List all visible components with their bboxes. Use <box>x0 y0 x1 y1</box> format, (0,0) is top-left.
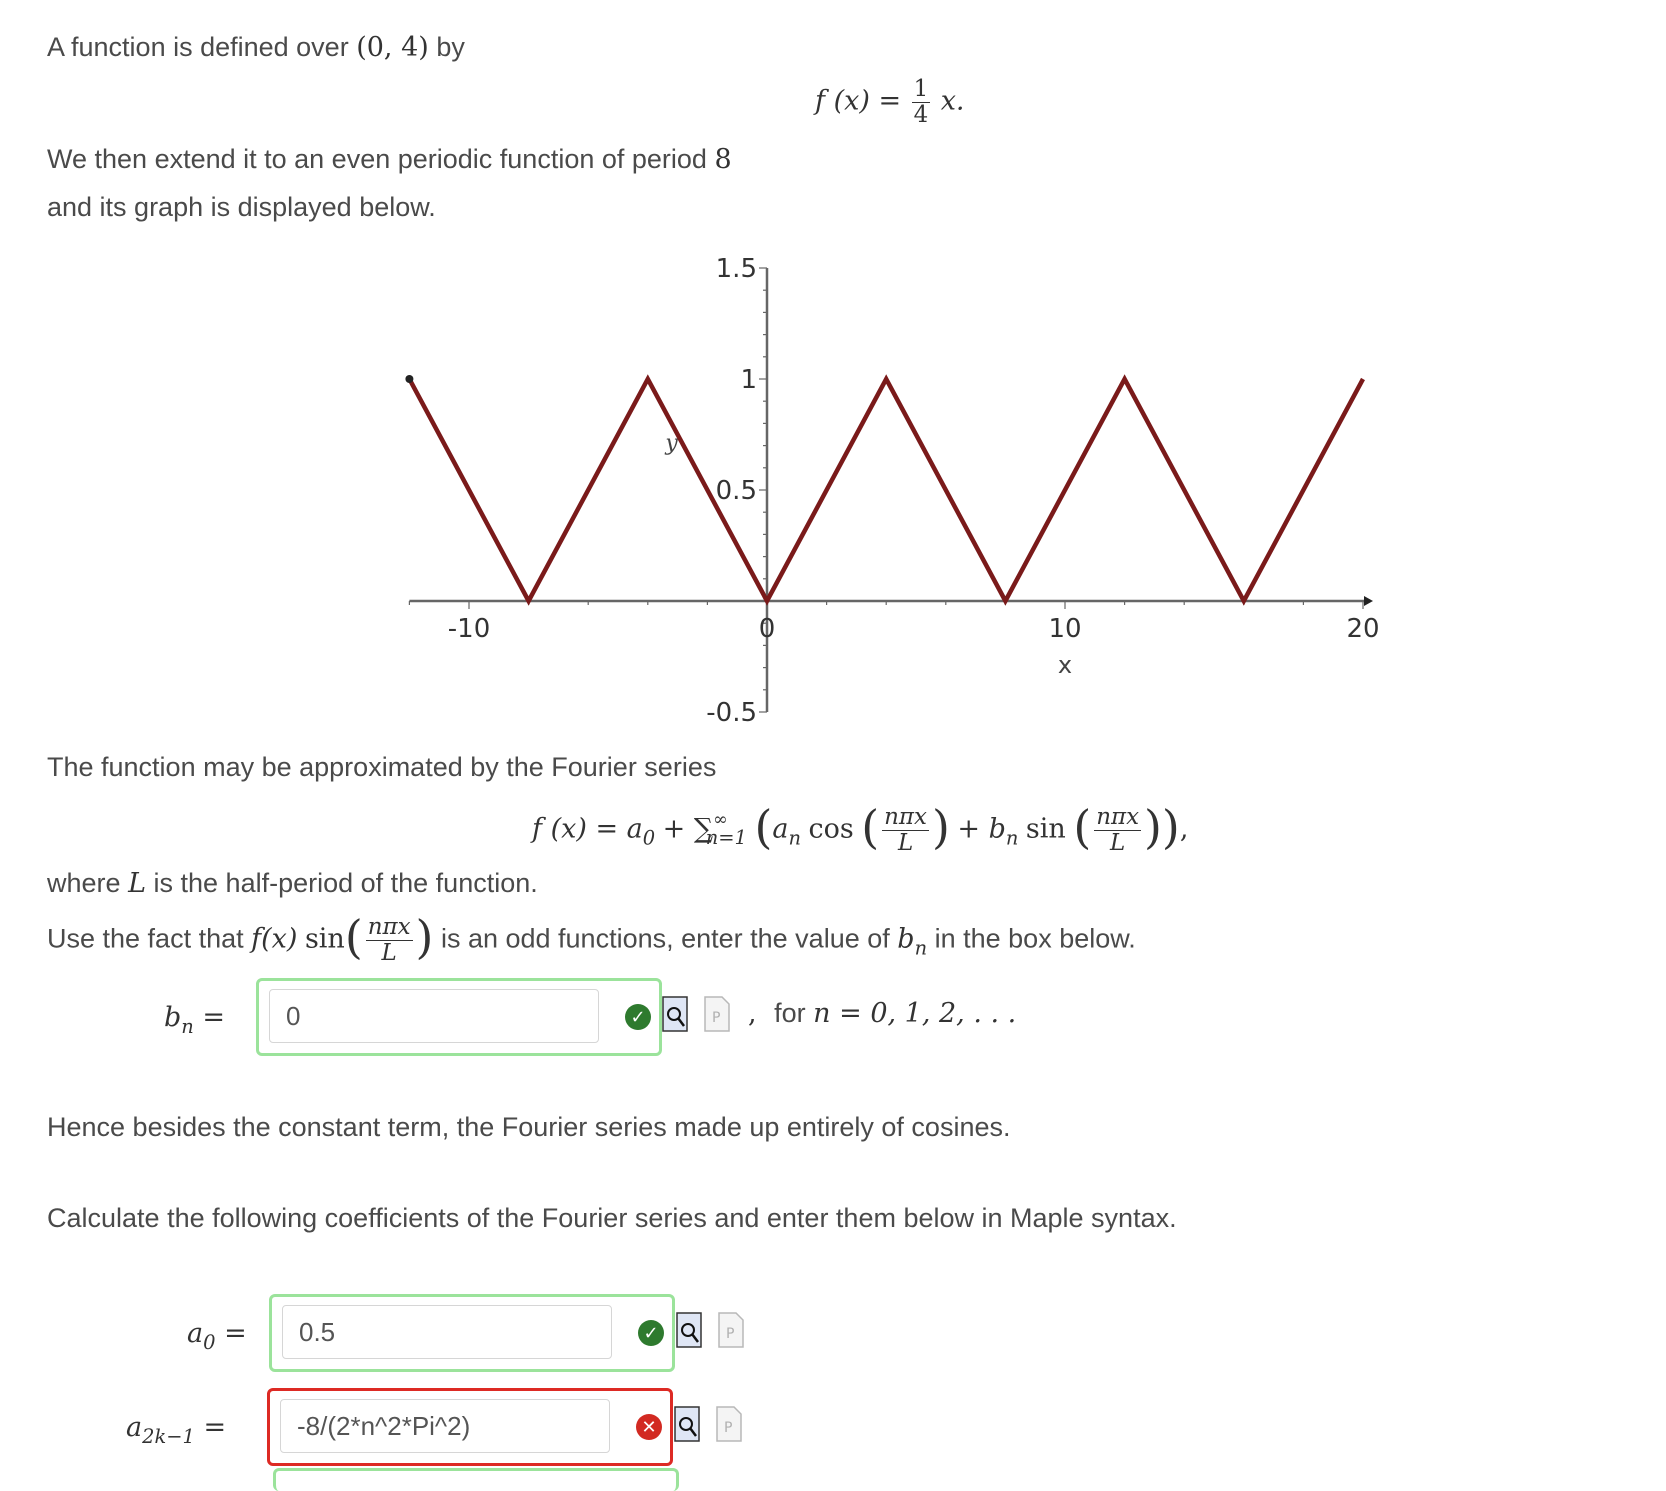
x-axis-label: x <box>1057 651 1073 679</box>
preview-icon[interactable] <box>676 1312 702 1348</box>
bn-label-sub: n <box>181 1014 194 1038</box>
function-fraction <box>912 78 931 127</box>
formula-sum: + ∑ <box>662 813 714 845</box>
formula-a0-sub: 0 <box>642 826 656 850</box>
calculate-text: Calculate the following coefficients of the Fourier series and enter them below in Maple syntax. <box>47 1203 1177 1233</box>
function-rhs: x. <box>940 85 965 117</box>
y-axis-label: y <box>665 431 678 457</box>
preview-icon[interactable] <box>662 996 688 1032</box>
intro-line-1 <box>47 32 465 63</box>
a0-answer-box <box>269 1294 675 1372</box>
error-icon: ✕ <box>636 1414 662 1440</box>
formula-an: a <box>772 813 789 845</box>
fourier-intro: The function may be approximated by the Fourier series <box>47 752 717 782</box>
x-tick-label: 0 <box>758 614 776 644</box>
intro-line-2-text: We then extend it to an even periodic function of period <box>47 144 707 174</box>
use-fact-numerator: nπx <box>367 913 411 940</box>
intro-line-2 <box>47 144 732 175</box>
use-fact-denominator: L <box>381 939 397 966</box>
y-tick-label: 1 <box>740 365 757 395</box>
sin-denominator: L <box>1110 829 1126 856</box>
a2k1-label-sub: 2k−1 <box>142 1424 195 1448</box>
a2k1-label-letter: a <box>126 1412 143 1443</box>
function-lhs: f (x) = <box>815 85 902 117</box>
cos-denominator: L <box>897 829 914 856</box>
syntax-help-icon[interactable] <box>718 1312 744 1348</box>
use-fact-bn: b <box>897 923 915 955</box>
svg-text:P: P <box>712 1010 721 1026</box>
x-tick-label: 20 <box>1346 614 1380 644</box>
a0-equals: = <box>224 1318 247 1349</box>
intro-line-1-suffix: by <box>436 32 465 62</box>
formula-bn-sub: n <box>1005 826 1019 850</box>
bn-label-letter: b <box>164 1002 182 1033</box>
formula-sin-fraction <box>1094 803 1141 856</box>
y-tick-label: 1.5 <box>715 254 757 284</box>
paren-open-sin: ( <box>1073 800 1092 854</box>
preview-icon[interactable] <box>674 1406 700 1442</box>
use-fact-paren-open: ( <box>344 910 363 964</box>
next-answer-box <box>273 1468 679 1491</box>
a2k1-answer-input[interactable]: -8/(2*n^2*Pi^2) <box>280 1399 610 1453</box>
paren-open-cos: ( <box>861 800 880 854</box>
bn-for: for <box>774 998 806 1028</box>
paren-close-sin: )) <box>1144 800 1180 854</box>
x-axis-arrow <box>1364 596 1373 606</box>
check-icon: ✓ <box>638 1320 664 1346</box>
period-value: 8 <box>714 144 732 175</box>
a0-label-sub: 0 <box>203 1330 216 1354</box>
formula-sin: sin <box>1025 813 1066 845</box>
paren-open-outer: ( <box>754 800 773 854</box>
bn-label <box>164 1002 225 1038</box>
use-fact-paren-close: ) <box>415 910 434 964</box>
where-suffix: is the half-period of the function. <box>153 868 538 898</box>
bn-answer-input[interactable]: 0 <box>269 989 599 1043</box>
formula-sum-sup: ∞ <box>713 810 728 831</box>
syntax-help-icon[interactable] <box>716 1406 742 1442</box>
sin-numerator: nπx <box>1096 803 1140 830</box>
formula-tail: , <box>1179 813 1189 845</box>
use-fact-fx: f(x) <box>251 923 298 955</box>
hence-text: Hence besides the constant term, the Fourier series made up entirely of cosines. <box>47 1112 1011 1142</box>
fourier-formula <box>532 800 1188 855</box>
paren-close-cos: ) <box>931 800 950 854</box>
a2k1-equals: = <box>203 1412 227 1443</box>
bn-answer-box <box>256 978 662 1056</box>
use-fact-bn-sub: n <box>914 936 928 960</box>
use-fact-suffix: in the box below. <box>934 923 1136 954</box>
cos-numerator: nπx <box>884 803 927 830</box>
where-var: L <box>128 868 146 899</box>
y-tick-label: 0.5 <box>715 476 757 506</box>
interval: (0, 4) <box>356 32 429 63</box>
bn-equals: = <box>202 1002 226 1033</box>
use-fact-sin: sin <box>304 923 345 955</box>
a0-answer-input[interactable]: 0.5 <box>282 1305 612 1359</box>
x-tick-label: -10 <box>447 614 491 644</box>
use-fact-middle: is an odd functions, enter the value of <box>440 923 890 954</box>
function-numerator: 1 <box>913 76 929 102</box>
function-definition <box>815 78 965 127</box>
y-tick-label: -0.5 <box>706 698 757 728</box>
where-prefix: where <box>47 868 121 898</box>
use-fact-line <box>47 910 1136 965</box>
use-fact-fraction <box>366 913 413 966</box>
bn-range: n = 0, 1, 2, . . . <box>813 998 1017 1029</box>
intro-line-1-prefix: A function is defined over <box>47 32 349 62</box>
syntax-help-icon[interactable] <box>704 996 730 1032</box>
formula-lhs: f (x) = a <box>532 813 643 845</box>
svg-text:P: P <box>724 1420 733 1436</box>
a0-label-letter: a <box>187 1318 204 1349</box>
a2k1-answer-box <box>267 1388 673 1466</box>
a0-label <box>187 1318 247 1354</box>
bn-after <box>748 998 1016 1029</box>
intro-line-3: and its graph is displayed below. <box>47 192 436 222</box>
function-denominator: 4 <box>913 101 929 128</box>
series-start-point <box>405 375 413 383</box>
a2k1-label <box>126 1412 226 1448</box>
x-tick-label: 10 <box>1048 614 1082 644</box>
bn-comma: , <box>748 998 757 1029</box>
function-graph <box>0 240 1666 760</box>
series-line <box>409 379 1363 601</box>
where-line <box>47 868 538 899</box>
formula-an-sub: n <box>788 826 801 850</box>
formula-sum-sub: n=1 <box>705 826 747 850</box>
formula-bn: + b <box>957 813 1006 845</box>
use-fact-prefix: Use the fact that <box>47 923 244 954</box>
formula-cos: cos <box>808 813 854 845</box>
svg-text:P: P <box>726 1326 735 1342</box>
check-icon: ✓ <box>625 1004 651 1030</box>
formula-cos-fraction <box>882 803 929 856</box>
